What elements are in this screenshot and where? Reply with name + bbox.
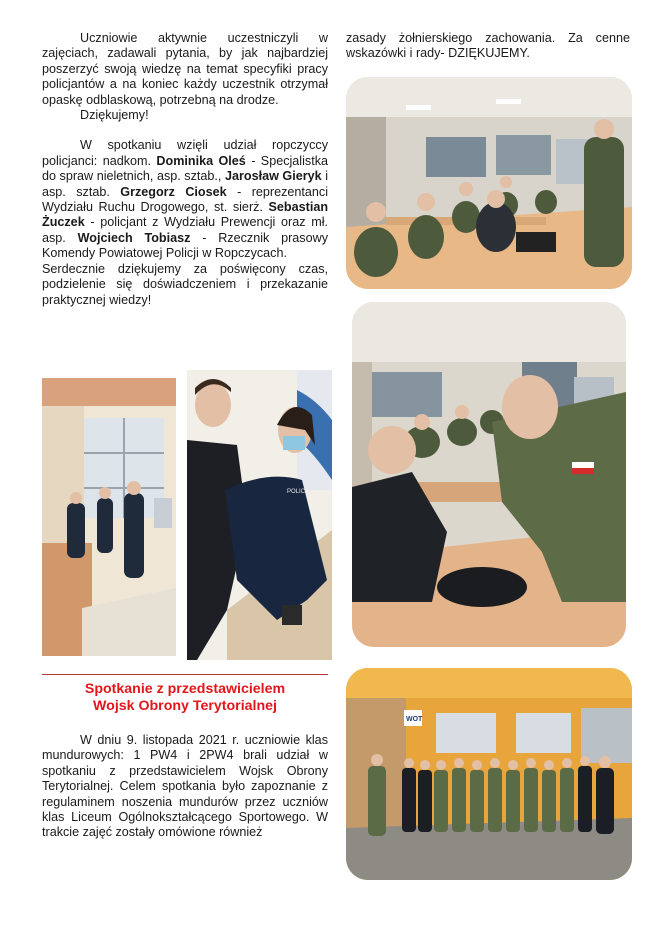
paragraph-wot-meeting: W dniu 9. listopada 2021 r. uczniowie klas mundurowych: 1 PW4 i 2PW4 brali udział w spotkaniu z przedstawicielem Wojsk Obrony Terytorialnej. Celem spotkania było zapoznanie z regulaminem noszenia mundurów przez uczniów klas Liceum Ogólnokształcącego Sportowego. W trakcie zajęć zostały omówione również [42,733,328,840]
classroom-photo-2 [42,378,176,656]
participant-name: Dominika Oleś [156,153,246,168]
soldier-cadet-photo [352,302,626,647]
section-heading [42,681,328,715]
classroom-photo-icon [346,77,632,289]
right-column-text [346,31,630,62]
classroom-photo-icon [42,378,176,656]
section-heading-line1: Spotkanie z przedstawicielem [84,681,286,697]
classroom-photo-1 [346,77,632,289]
group-photo-icon [346,668,632,880]
section-divider [42,674,328,675]
paragraph-continuation: zasady żołnierskiego zachowania. Za cenne wskazówki i rady- DZIĘKUJEMY. [346,31,630,61]
group-photo [346,668,632,880]
participant-name: Grzegorz Ciosek [120,184,227,199]
police-photo-icon [187,370,332,660]
wot-sign: WOT [406,716,423,723]
paragraph-thanks: Dziękujemy! [80,108,149,123]
soldier-photo-icon [352,302,626,647]
paragraph-participants: W spotkaniu wzięli udział ropczyccy policjanci: nadkom. Dominika Oleś - Specjalistka do spraw nieletnich, asp. sztab., Jarosław Gieryk i asp. sztab. Grzegorz Ciosek - reprezentanci Wydziału Ruchu Drogowego, st. sierż. Sebastian Żuczek - policjant z Wydziału Prewencji oraz mł. asp. Wojciech Tobiasz - Rzecznik prasowy Komendy Powiatowej Policji w Ropczycach. [42,138,329,261]
section2-text [42,733,328,841]
paragraph-activity: Uczniowie aktywnie uczestniczyli w zajęciach, zadawali pytania, by jak najbardziej poszerzyć swoją wiedzę na temat specyfiki pracy policjantów a na koniec każdy uczestnik otrzymał opaskę odblaskową, potrzebną na drodze. [42,31,328,107]
participant-name: Wojciech Tobiasz [77,230,191,245]
section-heading-line2: Wojsk Obrony Terytorialnej [93,698,277,714]
paragraph-gratitude: Serdecznie dziękujemy za poświęcony czas, podzielenie się doświadczeniem i przekazanie praktycznej wiedzy! [42,261,328,307]
participant-name: Jarosław Gieryk [224,169,322,184]
badge-label: POLICJA [287,489,313,495]
police-photo [187,370,332,660]
participant-name: Sebastian Żuczek [42,200,329,230]
left-column-text [42,31,328,308]
